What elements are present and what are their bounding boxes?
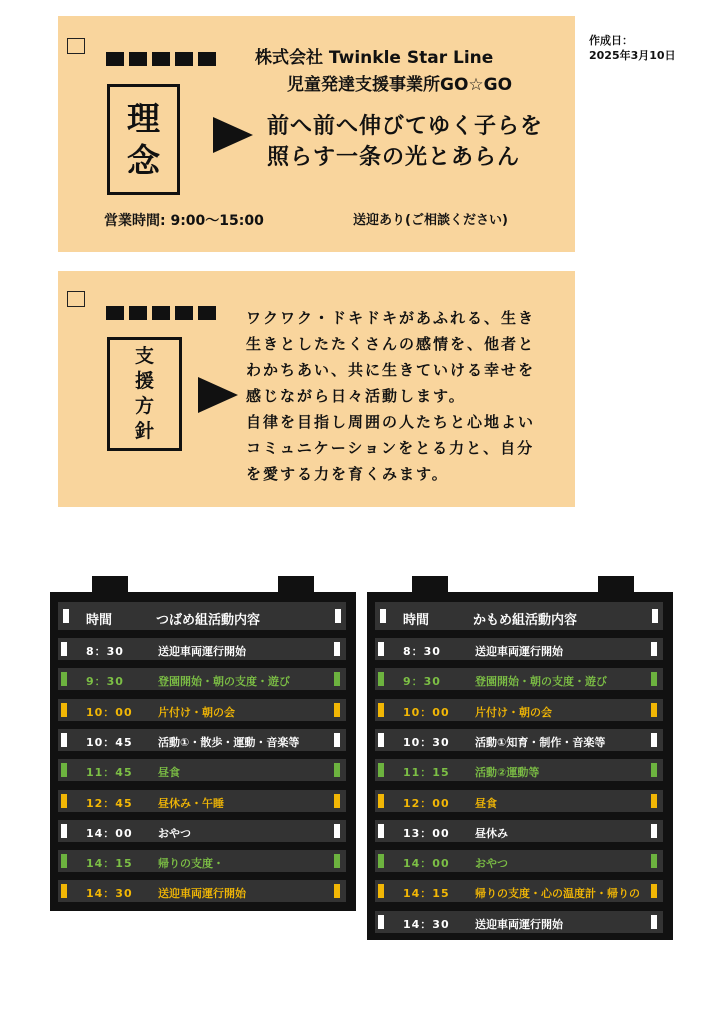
row-marker xyxy=(378,915,384,929)
row-time: 11：15 xyxy=(403,766,450,780)
policy-text xyxy=(246,305,566,487)
row-time: 11：45 xyxy=(86,766,133,780)
schedule-row xyxy=(58,699,346,721)
row-marker xyxy=(334,884,340,898)
board-hanger xyxy=(598,576,634,592)
header-marker xyxy=(63,609,69,623)
row-activity: 登園開始・朝の支度・遊び xyxy=(475,675,607,689)
row-marker xyxy=(378,854,384,868)
policy-squares xyxy=(106,306,216,320)
row-marker xyxy=(651,884,657,898)
schedule-row xyxy=(375,820,663,842)
policy-label-char: 支 xyxy=(134,345,154,367)
philosophy-squares xyxy=(106,52,216,66)
schedule-row xyxy=(58,759,346,781)
header-marker xyxy=(380,609,386,623)
row-marker xyxy=(651,733,657,747)
row-marker xyxy=(378,884,384,898)
row-time: 13：00 xyxy=(403,826,450,840)
row-time: 8：30 xyxy=(86,645,124,658)
header-marker xyxy=(652,609,658,623)
created-date-block xyxy=(589,33,676,63)
schedule-board-kamome xyxy=(367,592,673,940)
schedule-row xyxy=(375,668,663,690)
schedule-row xyxy=(58,668,346,690)
row-activity: 片付け・朝の会 xyxy=(158,705,235,719)
row-activity: おやつ xyxy=(475,857,508,871)
schedule-row xyxy=(58,880,346,902)
row-time: 14：30 xyxy=(403,917,450,931)
row-activity: 帰りの支度・ xyxy=(158,857,224,871)
arrow-right-icon xyxy=(198,377,238,413)
business-hours: 営業時間: 9:00～15:00 xyxy=(104,213,264,229)
row-time: 12：45 xyxy=(86,796,133,810)
row-activity: 登園開始・朝の支度・遊び xyxy=(158,675,290,689)
policy-label-char: 援 xyxy=(134,370,154,392)
schedule-row xyxy=(58,790,346,812)
row-marker xyxy=(651,854,657,868)
schedule-row xyxy=(375,759,663,781)
row-marker xyxy=(61,854,67,868)
row-marker xyxy=(651,915,657,929)
row-marker xyxy=(378,794,384,808)
row-marker xyxy=(334,854,340,868)
row-marker xyxy=(334,733,340,747)
row-marker xyxy=(651,642,657,656)
schedule-row xyxy=(375,729,663,751)
board-hanger xyxy=(278,576,314,592)
row-marker xyxy=(61,884,67,898)
row-marker xyxy=(334,824,340,838)
row-activity: 送迎車両運行開始 xyxy=(475,917,563,931)
row-activity: おやつ xyxy=(158,826,191,840)
schedule-row xyxy=(58,729,346,751)
schedule-row xyxy=(58,638,346,660)
row-marker xyxy=(334,703,340,717)
board-hanger xyxy=(412,576,448,592)
row-marker xyxy=(334,672,340,686)
row-time: 14：30 xyxy=(86,887,133,901)
row-activity: 送迎車両運行開始 xyxy=(158,887,246,901)
philosophy-motto xyxy=(267,111,543,173)
row-activity: 活動②運動等 xyxy=(475,766,540,780)
row-marker xyxy=(651,703,657,717)
schedule-row xyxy=(375,699,663,721)
policy-line: 自律を目指し周囲の人たちと心地よい xyxy=(246,413,536,431)
schedule-row xyxy=(58,850,346,872)
row-marker xyxy=(651,824,657,838)
row-marker xyxy=(378,763,384,777)
row-marker xyxy=(334,642,340,656)
row-marker xyxy=(61,672,67,686)
row-time: 10：45 xyxy=(86,735,133,749)
square xyxy=(198,306,216,320)
row-marker xyxy=(651,763,657,777)
board-title: つばめ組活動内容 xyxy=(156,613,261,628)
policy-line: 感じながら日々活動します。 xyxy=(246,387,466,405)
row-time: 10：00 xyxy=(86,705,133,719)
square xyxy=(152,306,170,320)
row-time: 9：30 xyxy=(86,675,124,689)
row-time: 14：15 xyxy=(86,857,133,871)
board-header xyxy=(58,602,346,630)
policy-line: わかちあい、共に生きていける幸せを xyxy=(246,361,536,379)
row-marker xyxy=(378,703,384,717)
philosophy-card xyxy=(58,16,575,252)
square xyxy=(106,306,124,320)
square xyxy=(175,306,193,320)
motto-line: 前へ前へ伸びてゆく子らを xyxy=(267,114,544,139)
row-time: 14：15 xyxy=(403,887,450,901)
policy-label-char: 針 xyxy=(134,420,154,442)
policy-line: ワクワク・ドキドキがあふれる、生き xyxy=(246,309,536,327)
company-name: 株式会社 Twinkle Star Line xyxy=(255,48,494,68)
board-header xyxy=(375,602,663,630)
row-marker xyxy=(651,672,657,686)
row-activity: 活動①知育・制作・音楽等 xyxy=(475,735,606,749)
row-activity: 片付け・朝の会 xyxy=(475,705,552,719)
pickup-note: 送迎あり(ご相談ください) xyxy=(353,213,508,228)
row-time: 9：30 xyxy=(403,675,441,689)
row-marker xyxy=(61,794,67,808)
motto-line: 照らす一条の光とあらん xyxy=(267,145,521,170)
square xyxy=(198,52,216,66)
header-time-label: 時間 xyxy=(403,613,430,628)
row-activity: 送迎車両運行開始 xyxy=(158,645,246,658)
header-time-label: 時間 xyxy=(86,613,113,628)
policy-label-char: 方 xyxy=(134,395,154,417)
row-marker xyxy=(61,642,67,656)
row-time: 12：00 xyxy=(403,796,450,810)
policy-line: 生きとしたたくさんの感情を、他者と xyxy=(246,335,536,353)
row-time: 10：30 xyxy=(403,735,450,749)
row-marker xyxy=(61,763,67,777)
row-activity: 昼休み xyxy=(475,826,508,840)
philosophy-checkbox[interactable] xyxy=(67,38,85,54)
philosophy-label-box xyxy=(107,84,180,195)
row-time: 14：00 xyxy=(403,857,450,871)
created-label: 作成日： xyxy=(589,34,633,47)
board-title: かもめ組活動内容 xyxy=(473,613,578,628)
policy-card xyxy=(58,271,575,507)
philosophy-label-char: 念 xyxy=(127,140,160,180)
schedule-row xyxy=(375,911,663,933)
created-date: 2025年3月10日 xyxy=(589,49,676,62)
row-time: 8：30 xyxy=(403,645,441,658)
row-activity: 活動①・散歩・運動・音楽等 xyxy=(158,735,300,749)
schedule-row xyxy=(375,638,663,660)
row-time: 14：00 xyxy=(86,826,133,840)
row-marker xyxy=(378,733,384,747)
row-activity: 送迎車両運行開始 xyxy=(475,645,563,658)
row-time: 10：00 xyxy=(403,705,450,719)
row-marker xyxy=(378,642,384,656)
row-activity: 昼食 xyxy=(475,796,497,810)
square xyxy=(106,52,124,66)
row-marker xyxy=(61,824,67,838)
row-marker xyxy=(61,703,67,717)
header-marker xyxy=(335,609,341,623)
row-marker xyxy=(378,672,384,686)
board-hanger xyxy=(92,576,128,592)
row-marker xyxy=(334,794,340,808)
schedule-row xyxy=(375,850,663,872)
row-activity: 昼休み・午睡 xyxy=(158,796,224,810)
row-marker xyxy=(334,763,340,777)
schedule-row xyxy=(375,880,663,902)
schedule-row xyxy=(58,820,346,842)
square xyxy=(152,52,170,66)
square xyxy=(129,306,147,320)
policy-checkbox[interactable] xyxy=(67,291,85,307)
schedule-row xyxy=(375,790,663,812)
policy-line: コミュニケーションをとる力と、自分 xyxy=(246,439,535,457)
row-activity: 帰りの支度・心の温度計・帰りの xyxy=(475,887,640,901)
policy-line: を愛する力を育くみます。 xyxy=(246,465,449,483)
square xyxy=(175,52,193,66)
row-activity: 昼食 xyxy=(158,766,180,780)
row-marker xyxy=(651,794,657,808)
policy-label-box xyxy=(107,337,182,451)
philosophy-label-char: 理 xyxy=(127,98,160,138)
row-marker xyxy=(61,733,67,747)
office-name: 児童発達支援事業所GO☆GO xyxy=(287,75,513,95)
schedule-board-tsubame xyxy=(50,592,356,911)
row-marker xyxy=(378,824,384,838)
arrow-right-icon xyxy=(213,117,253,153)
square xyxy=(129,52,147,66)
